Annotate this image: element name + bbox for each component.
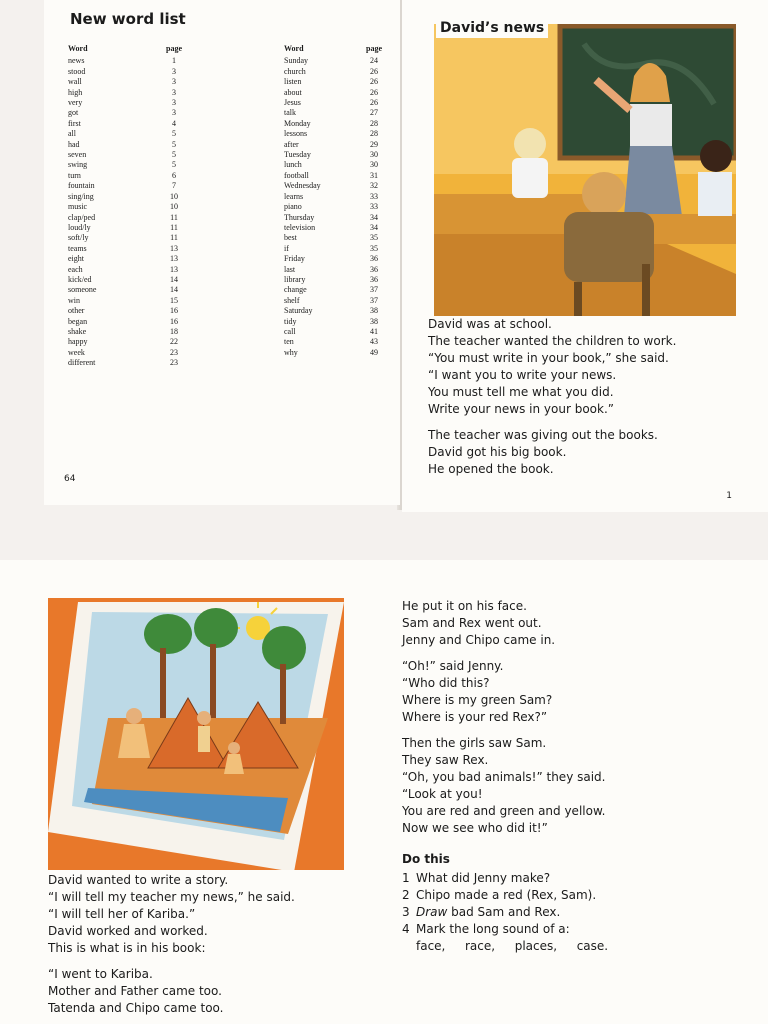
word-row bbox=[68, 77, 184, 87]
word-header: Word bbox=[284, 44, 304, 53]
word-row bbox=[68, 358, 184, 368]
exercise-number: 4 bbox=[402, 922, 410, 936]
word-row bbox=[68, 317, 184, 327]
word-entry: Wednesday bbox=[284, 181, 321, 191]
paragraph bbox=[428, 316, 676, 418]
word-entry: all bbox=[68, 129, 76, 139]
word-page-number: 36 bbox=[370, 254, 378, 264]
word-row bbox=[284, 337, 384, 347]
text-line: Jenny and Chipo came in. bbox=[402, 633, 556, 647]
paragraph bbox=[402, 735, 608, 837]
word-row bbox=[68, 140, 184, 150]
text-line: Then the girls saw Sam. bbox=[402, 736, 547, 750]
word-row bbox=[284, 192, 384, 202]
word-page-number: 37 bbox=[370, 295, 378, 305]
word-row bbox=[68, 296, 184, 306]
word-page-number: 23 bbox=[170, 347, 178, 357]
text-line: “Oh, you bad animals!” they said. bbox=[402, 770, 606, 784]
word-list-column-1 bbox=[68, 44, 184, 369]
word-entry: Friday bbox=[284, 254, 305, 264]
exercise-text: What did Jenny make? bbox=[416, 871, 551, 885]
word-entry: listen bbox=[284, 77, 302, 87]
word-page-number: 3 bbox=[172, 77, 176, 87]
word-page-number: 32 bbox=[370, 181, 378, 191]
text-line: “Look at you! bbox=[402, 787, 483, 801]
word-entry: soft/ly bbox=[68, 233, 89, 243]
word-entry: tidy bbox=[284, 316, 297, 326]
davids-news-page bbox=[402, 0, 768, 512]
word-page-number: 36 bbox=[370, 274, 378, 284]
word-entry: kick/ed bbox=[68, 274, 92, 284]
word-entry: news bbox=[68, 56, 85, 66]
word-row bbox=[284, 171, 384, 181]
exercise-number: 1 bbox=[402, 871, 410, 885]
paragraph bbox=[402, 658, 608, 726]
word-list-header bbox=[284, 44, 384, 54]
word-entry: if bbox=[284, 243, 289, 253]
word-page-number: 3 bbox=[172, 98, 176, 108]
word-row bbox=[284, 254, 384, 264]
word-entry: week bbox=[68, 347, 85, 357]
word-entry: had bbox=[68, 139, 80, 149]
word-page-number: 11 bbox=[170, 212, 178, 222]
word-row bbox=[68, 67, 184, 77]
word-entry: each bbox=[68, 264, 83, 274]
word-row bbox=[68, 213, 184, 223]
word-entry: swing bbox=[68, 160, 88, 170]
word-page-number: 26 bbox=[370, 77, 378, 87]
text-line: David got his big book. bbox=[428, 445, 567, 459]
text-line: He put it on his face. bbox=[402, 599, 527, 613]
text-line: “I will tell my teacher my news,” he said. bbox=[48, 890, 295, 904]
text-line: The teacher wanted the children to work. bbox=[428, 334, 677, 348]
word-page-number: 1 bbox=[172, 56, 176, 66]
word-row bbox=[284, 306, 384, 316]
word-entry: Monday bbox=[284, 118, 311, 128]
word-row bbox=[284, 296, 384, 306]
word-row bbox=[284, 129, 384, 139]
word-row bbox=[284, 348, 384, 358]
text-line: The teacher was giving out the books. bbox=[428, 428, 658, 442]
word-row bbox=[284, 317, 384, 327]
word-entry: shelf bbox=[284, 295, 300, 305]
word-page-number: 6 bbox=[172, 170, 176, 180]
word-page-number: 5 bbox=[172, 129, 176, 139]
text-line: Now we see who did it!” bbox=[402, 821, 548, 835]
word-row bbox=[284, 213, 384, 223]
word-row bbox=[284, 119, 384, 129]
word-row bbox=[68, 337, 184, 347]
word-row bbox=[284, 108, 384, 118]
word-page-number: 28 bbox=[370, 118, 378, 128]
word-row bbox=[68, 285, 184, 295]
paragraph bbox=[48, 966, 295, 1017]
page-header: page bbox=[166, 44, 182, 53]
word-row bbox=[284, 223, 384, 233]
word-row bbox=[284, 67, 384, 77]
word-page-number: 5 bbox=[172, 150, 176, 160]
word-entry: after bbox=[284, 139, 299, 149]
word-row bbox=[68, 348, 184, 358]
word-entry: happy bbox=[68, 337, 88, 347]
word-entry: call bbox=[284, 326, 296, 336]
word-row bbox=[284, 150, 384, 160]
word-list-column-2 bbox=[284, 44, 384, 358]
word-page-number: 10 bbox=[170, 202, 178, 212]
word-page-number: 3 bbox=[172, 66, 176, 76]
word-entry: why bbox=[284, 347, 298, 357]
word-page-number: 15 bbox=[170, 295, 178, 305]
word-entry: loud/ly bbox=[68, 222, 91, 232]
word-page-number: 10 bbox=[170, 191, 178, 201]
word-entry: Saturday bbox=[284, 306, 313, 316]
word-page-number: 28 bbox=[370, 129, 378, 139]
word-row bbox=[68, 327, 184, 337]
text-line: He opened the book. bbox=[428, 462, 554, 476]
word-entry: talk bbox=[284, 108, 296, 118]
exercise-text: Mark the long sound of a: bbox=[416, 922, 570, 936]
exercise-number: 3 bbox=[402, 905, 410, 919]
word-entry: shake bbox=[68, 326, 87, 336]
word-entry: church bbox=[284, 66, 306, 76]
word-page-number: 36 bbox=[370, 264, 378, 274]
word-row bbox=[68, 171, 184, 181]
word-page-number: 4 bbox=[172, 118, 176, 128]
word-entry: got bbox=[68, 108, 79, 118]
word-row bbox=[284, 327, 384, 337]
word-page-number: 16 bbox=[170, 306, 178, 316]
word-page-number: 27 bbox=[370, 108, 378, 118]
word-entry: Sunday bbox=[284, 56, 308, 66]
word-row bbox=[284, 98, 384, 108]
word-page-number: 33 bbox=[370, 191, 378, 201]
word-row bbox=[68, 98, 184, 108]
word-entry: last bbox=[284, 264, 296, 274]
word-row bbox=[284, 202, 384, 212]
word-entry: Thursday bbox=[284, 212, 315, 222]
word-entry: change bbox=[284, 285, 307, 295]
word-row bbox=[284, 160, 384, 170]
text-line: You are red and green and yellow. bbox=[402, 804, 606, 818]
word-row bbox=[68, 265, 184, 275]
text-line: David was at school. bbox=[428, 317, 552, 331]
paragraph bbox=[402, 598, 608, 649]
sound-words: face, race, places, case. bbox=[416, 939, 609, 953]
exercise-item bbox=[402, 904, 608, 921]
word-page-number: 37 bbox=[370, 285, 378, 295]
exercise-page bbox=[384, 560, 768, 1024]
word-row bbox=[68, 254, 184, 264]
do-this-title: Do this bbox=[402, 852, 450, 866]
word-entry: wall bbox=[68, 77, 82, 87]
text-line: Sam and Rex went out. bbox=[402, 616, 542, 630]
word-entry: began bbox=[68, 316, 88, 326]
word-row bbox=[284, 140, 384, 150]
word-row bbox=[284, 285, 384, 295]
word-row bbox=[68, 223, 184, 233]
word-page-number: 24 bbox=[370, 56, 378, 66]
word-entry: high bbox=[68, 87, 83, 97]
exercise-item bbox=[402, 887, 608, 904]
word-row bbox=[68, 306, 184, 316]
word-page-number: 26 bbox=[370, 98, 378, 108]
word-entry: fountain bbox=[68, 181, 95, 191]
word-page-number: 7 bbox=[172, 181, 176, 191]
page-number: 1 bbox=[726, 491, 732, 501]
word-entry: piano bbox=[284, 202, 302, 212]
word-page-number: 30 bbox=[370, 150, 378, 160]
word-page-number: 35 bbox=[370, 233, 378, 243]
text-line: You must tell me what you did. bbox=[428, 385, 614, 399]
word-entry: seven bbox=[68, 150, 87, 160]
word-row bbox=[68, 56, 184, 66]
word-row bbox=[68, 119, 184, 129]
word-page-number: 33 bbox=[370, 202, 378, 212]
word-page-number: 41 bbox=[370, 326, 378, 336]
text-line: “Oh!” said Jenny. bbox=[402, 659, 504, 673]
text-line: “Who did this? bbox=[402, 676, 490, 690]
word-entry: ten bbox=[284, 337, 294, 347]
word-entry: clap/ped bbox=[68, 212, 96, 222]
word-entry: different bbox=[68, 358, 96, 368]
word-page-number: 14 bbox=[170, 285, 178, 295]
word-page-number: 43 bbox=[370, 337, 378, 347]
word-entry: music bbox=[68, 202, 88, 212]
word-page-number: 18 bbox=[170, 326, 178, 336]
word-page-number: 14 bbox=[170, 274, 178, 284]
text-line: Mother and Father came too. bbox=[48, 984, 222, 998]
davids-news-text bbox=[428, 316, 676, 487]
word-row bbox=[284, 244, 384, 254]
text-line: Write your news in your book.” bbox=[428, 402, 614, 416]
exercise-emphasis: Draw bbox=[416, 905, 448, 919]
word-row bbox=[68, 150, 184, 160]
word-entry: Tuesday bbox=[284, 150, 311, 160]
word-page-number: 13 bbox=[170, 243, 178, 253]
word-row bbox=[68, 233, 184, 243]
word-entry: stood bbox=[68, 66, 86, 76]
word-page-number: 16 bbox=[170, 316, 178, 326]
word-page-number: 26 bbox=[370, 87, 378, 97]
word-entry: library bbox=[284, 274, 306, 284]
do-this-section bbox=[402, 851, 608, 955]
text-line: “I will tell her of Kariba.” bbox=[48, 907, 196, 921]
kariba-drawing-illustration bbox=[48, 598, 344, 870]
word-row bbox=[68, 244, 184, 254]
word-entry: other bbox=[68, 306, 85, 316]
word-row bbox=[284, 265, 384, 275]
word-row bbox=[68, 192, 184, 202]
word-row bbox=[68, 181, 184, 191]
word-page-number: 22 bbox=[170, 337, 178, 347]
text-line: They saw Rex. bbox=[402, 753, 489, 767]
word-entry: lunch bbox=[284, 160, 302, 170]
word-row bbox=[284, 181, 384, 191]
word-row bbox=[68, 275, 184, 285]
word-page-number: 3 bbox=[172, 87, 176, 97]
exercise-text: Chipo made a red (Rex, Sam). bbox=[416, 888, 597, 902]
word-page-number: 5 bbox=[172, 139, 176, 149]
story-title: David’s news bbox=[436, 18, 548, 38]
word-list-header bbox=[68, 44, 184, 54]
word-row bbox=[68, 129, 184, 139]
word-entry: about bbox=[284, 87, 302, 97]
word-page-number: 5 bbox=[172, 160, 176, 170]
classroom-illustration bbox=[434, 24, 736, 316]
word-entry: television bbox=[284, 222, 316, 232]
word-row bbox=[284, 275, 384, 285]
word-list-title: New word list bbox=[70, 10, 186, 28]
word-entry: learns bbox=[284, 191, 304, 201]
word-page-number: 31 bbox=[370, 170, 378, 180]
word-entry: very bbox=[68, 98, 83, 108]
word-page-number: 11 bbox=[170, 222, 178, 232]
text-line: Where is my green Sam? bbox=[402, 693, 553, 707]
word-row bbox=[284, 88, 384, 98]
exercise-number: 2 bbox=[402, 888, 410, 902]
story-text bbox=[48, 872, 295, 1024]
word-page-number: 38 bbox=[370, 316, 378, 326]
word-page-number: 35 bbox=[370, 243, 378, 253]
word-page-number: 49 bbox=[370, 347, 378, 357]
word-entry: eight bbox=[68, 254, 84, 264]
word-header: Word bbox=[68, 44, 88, 53]
word-row bbox=[68, 202, 184, 212]
word-row bbox=[284, 56, 384, 66]
text-line: Tatenda and Chipo came too. bbox=[48, 1001, 224, 1015]
text-line: “You must write in your book,” she said. bbox=[428, 351, 669, 365]
word-entry: Jesus bbox=[284, 98, 301, 108]
word-page-number: 34 bbox=[370, 212, 378, 222]
page-header: page bbox=[366, 44, 382, 53]
page-number: 64 bbox=[64, 474, 76, 484]
word-page-number: 26 bbox=[370, 66, 378, 76]
paragraph bbox=[48, 872, 295, 957]
word-entry: turn bbox=[68, 170, 81, 180]
word-page-number: 11 bbox=[170, 233, 178, 243]
word-page-number: 23 bbox=[170, 358, 178, 368]
word-entry: win bbox=[68, 295, 80, 305]
text-line: This is what is in his book: bbox=[48, 941, 206, 955]
word-row bbox=[284, 233, 384, 243]
text-line: Where is your red Rex?” bbox=[402, 710, 548, 724]
continuation-text bbox=[402, 598, 608, 955]
text-line: “I went to Kariba. bbox=[48, 967, 153, 981]
word-entry: best bbox=[284, 233, 297, 243]
word-row bbox=[68, 108, 184, 118]
word-row bbox=[284, 77, 384, 87]
word-entry: football bbox=[284, 170, 309, 180]
word-page-number: 13 bbox=[170, 264, 178, 274]
word-entry: sing/ing bbox=[68, 191, 94, 201]
word-entry: teams bbox=[68, 243, 87, 253]
word-page-number: 34 bbox=[370, 222, 378, 232]
word-page-number: 38 bbox=[370, 306, 378, 316]
word-row bbox=[68, 160, 184, 170]
paragraph bbox=[428, 427, 676, 478]
exercise-item bbox=[402, 921, 608, 938]
exercise-text: bad Sam and Rex. bbox=[447, 905, 561, 919]
text-line: “I want you to write your news. bbox=[428, 368, 617, 382]
word-entry: someone bbox=[68, 285, 97, 295]
word-list-page bbox=[44, 0, 400, 505]
word-row bbox=[68, 88, 184, 98]
word-page-number: 29 bbox=[370, 139, 378, 149]
word-page-number: 3 bbox=[172, 108, 176, 118]
word-entry: first bbox=[68, 118, 81, 128]
exercise-item bbox=[402, 870, 608, 887]
word-entry: lessons bbox=[284, 129, 308, 139]
text-line: David wanted to write a story. bbox=[48, 873, 229, 887]
text-line: David worked and worked. bbox=[48, 924, 208, 938]
story-page bbox=[0, 560, 384, 1024]
word-page-number: 13 bbox=[170, 254, 178, 264]
word-page-number: 30 bbox=[370, 160, 378, 170]
